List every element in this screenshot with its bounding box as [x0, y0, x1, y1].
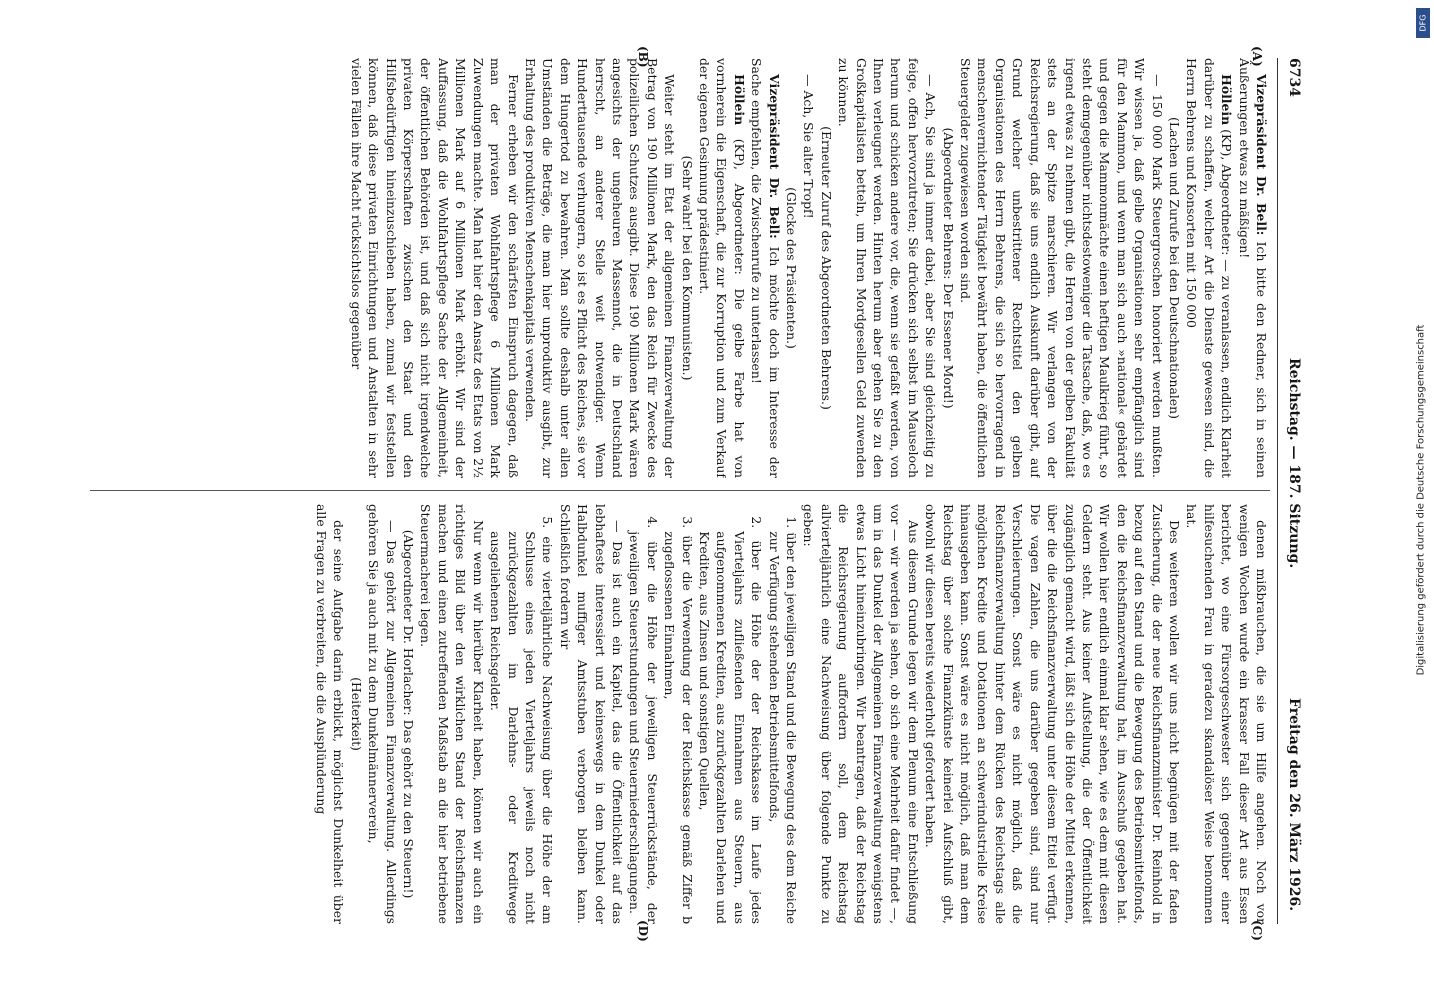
paragraph-text: Ferner erheben wir den schärfsten Einspruch dagegen, daß man der privaten Wohlfahrtspflege 6 Millionen Mark Zuwendungen machte. Man hat hier den Ansatz des Etats von 2½ Millionen Mark auf 6 Millionen Mark erhöht. Wir sind der Auffassung, daß die Wohlfahrtspflege Sache der Allgemeinheit, der öffentlichen Behörden ist, und daß sich nicht irgendwelche privaten Körperschaften zwischen den Staat und den Hilfsbedürftigen hineinzuschieben haben, zumal wir feststellen können, daß diese privaten Einrichtungen und Anstalten in sehr vielen Fällen ihre Macht rücksichtslos gegenüber: [348, 58, 521, 478]
speech-paragraph: [313, 504, 348, 924]
column-divider: [90, 490, 1270, 491]
paragraph-text: Ich möchte doch im Interesse der Sache empfehlen, die Zwischenrufe zu unterlassen!: [749, 58, 782, 478]
paragraph-text: Ich bitte den Redner, sich in seinen Äußerungen etwas zu mäßigen!: [1236, 58, 1269, 478]
paragraph-text: (KP), Abgeordneter: — zu veranlassen, endlich Klarheit darüber zu schaffen, welcher Art die Dienste gewesen sind, die Herrn Behrens und Konsorten mit 150 000: [1184, 58, 1235, 478]
paragraph-text: (Glocke des Präsidenten.): [784, 187, 800, 349]
demand-list-item: [661, 504, 696, 924]
paragraph-text: — Das ist auch ein Kapitel, das die Öffentlichkeit auf das lebhafteste interessiert und keineswegs in dem Dunkel oder Halbdunkel muffiger Amtsstuben verborgen bleiben kann. Schließlich fordern wir: [557, 504, 625, 924]
paragraph-text: (Sehr wahr! bei den Kommunisten.): [679, 155, 695, 381]
dfg-logo: DFG: [1416, 8, 1430, 38]
paragraph-text: 2. über die Höhe der der Reichskasse im Laufe jedes Vierteljahrs zufließenden Einnahmen aus Steuern, aus aufgenommenen Krediten, aus zurückgezahlten Darlehen und Krediten, aus Zinsen und sonstigen Quellen,: [697, 516, 765, 924]
paragraph-text: Aus diesem Grunde legen wir dem Plenum eine Entschließung vor — wir werden ja sehen, ob sich eine Mehrheit dafür findet —, um in das Dunkel der Allgemeinen Finanzverwaltung wenigstens etwas Licht hineinzubringen. Wir beantragen, daß der Reichstag die Reichsregierung auffordern soll, dem Reichstag allvierteljährlich eine Nachweisung über folgende Punkte zu geben:: [801, 504, 921, 924]
session-title: Reichstag. — 187. Sitzung.: [1286, 358, 1302, 569]
paragraph-text: — Ach, Sie alter Tropf!: [801, 74, 817, 219]
paragraph-text: (Erneuter Zuruf des Abgeordneten Behrens.): [818, 126, 834, 410]
speech-paragraph: [748, 58, 783, 478]
left-text-column: [90, 58, 1270, 478]
stage-direction: [939, 58, 956, 478]
paragraph-text: (Lachen und Zurufe bei den Deutschnationalen): [1166, 117, 1182, 419]
speaker-name: Vizepräsident Dr. Bell:: [1254, 74, 1269, 236]
demand-list-item: [696, 504, 766, 924]
paragraph-text: Nur wenn wir hierüber Klarheit haben, können wir auch ein richtiges Bild über den wirklichen Stand der Reichsfinanzen machen und einen zutreffenden Maßstab an die hier betriebene Steuermacherei legen.: [418, 504, 486, 924]
demand-list-item: [487, 504, 557, 924]
margin-mark-b: (B): [636, 46, 650, 68]
speech-paragraph: [835, 58, 939, 478]
speech-paragraph: [800, 504, 922, 924]
demand-list-item: [765, 504, 800, 924]
paragraph-text: — Ach, Sie sind ja immer dabei, aber Sie sind gleichzeitig zu feige, offen hervorzutreten; Sie drücken sich selbst im Mauseloch herum und schicken andere vor, die, wenn sie gefaßt werden, von Ihnen verleugnet werden. Hinten herum aber gehen Sie zu den Großkapitalisten betteln, um Ihren Mordgesellen Geld zuwenden zu können.: [836, 58, 939, 478]
demand-list-item: [626, 504, 661, 924]
stage-direction: [400, 504, 417, 924]
rotated-document-page: [72, 48, 1316, 946]
paragraph-text: (Abgeordneter Behrens: Der Essener Mord!): [940, 127, 956, 409]
paragraph-text: denen mißbrauchen, die sie um Hilfe angehen. Noch vor wenigen Wochen wurde ein krasser Fall dieser Art aus Essen berichtet, wo eine Fürsorgeschwester sich gegenüber einer hilfesuchenden Frau in geradezu skandalöser Weise benommen hat.: [1184, 504, 1269, 924]
speech-paragraph: [1183, 58, 1235, 478]
margin-mark-a: (A): [1250, 46, 1264, 67]
speech-paragraph: [800, 58, 817, 478]
speaker-name: Höllein: [1219, 74, 1235, 126]
stage-direction: [347, 504, 364, 924]
stage-direction: [1166, 58, 1183, 478]
paragraph-text: 5. eine vierteljährliche Nachweisung über die Höhe der am Schlusse eines jeden Vierteljahrs jeweils noch nicht zurückgezahlten im Darlehns- oder Kreditwege ausgeliehenen Reichsgelder.: [488, 516, 556, 924]
speech-paragraph: [957, 58, 1166, 478]
paragraph-text: — Das gehört zur Allgemeinen Finanzverwaltung. Allerdings gehören Sie ja auch mit zu dem Dunkelmännerverein,: [366, 504, 399, 924]
paragraph-text: der seine Aufgabe darin erblickt, möglichst Dunkelheit über alle Fragen zu verbreiten, die die Ausplünderung: [314, 504, 347, 924]
margin-mark-d: (D): [636, 920, 650, 942]
paragraph-text: (Heiterkeit): [348, 677, 364, 751]
paragraph-text: — 150 000 Mark Steuergroschen honoriert werden mußten. Wir wissen ja, daß gelbe Organisationen sehr empfänglich sind für den Mammon, und wenn man sich auch »national« gebärdet und gegen die Mammonmächte einen heftigen Maulkrieg führt, so steht demgegenüber nichtsdestoweniger die Tatsache, daß, wo es irgend etwas zu nehmen gibt, die Herren von der gelben Fakultät stets an der Spitze marschieren. Wir verlangen von der Reichsregierung, daß sie uns endlich Auskunft darüber gibt, auf Grund welcher unbestrittener Rechtstitel den gelben Organisationen des Herrn Behrens, die sich so hervorragend in menschenvernichtender Tätigkeit bewährt haben, die öffentlichen Steuergelder zugewiesen worden sind.: [958, 58, 1165, 478]
speech-paragraph: [1235, 58, 1270, 478]
paragraph-text: Weiter steht im Etat der allgemeinen Finanzverwaltung der Betrag von 190 Millionen Mark, den das Reich für Zwecke des polizeilichen Schutzes ausgibt. Diese 190 Millionen Mark wären angesichts der ungeheuren Massennot, die in Deutschland herrscht, an anderer Stelle weit notwendiger. Wenn Hunderttausende verhungern, so ist es Pflicht des Reiches, sie vor dem Hungertod zu bewahren. Man sollte deshalb unter allen Umständen die Beträge, die man hier unproduktiv ausgibt, zur Erhaltung des produktiven Menschenkapitals verwenden.: [522, 58, 678, 478]
stage-direction: [678, 58, 695, 478]
stage-direction: [783, 58, 800, 478]
speech-paragraph: [522, 58, 679, 478]
speech-paragraph: [1183, 504, 1270, 924]
speech-paragraph: [417, 504, 487, 924]
speaker-name: Höllein: [731, 74, 747, 126]
paragraph-text: 1. über den jeweiligen Stand und die Bewegung des dem Reiche zur Verfügung stehenden Betriebsmittelfonds,: [766, 516, 800, 924]
stage-direction: [817, 58, 834, 478]
speech-paragraph: [696, 58, 748, 478]
right-text-column: [90, 504, 1270, 924]
speech-paragraph: [347, 58, 521, 478]
page-number: 6734: [1286, 58, 1302, 97]
speech-paragraph: [922, 504, 1183, 924]
header-rule: [1277, 58, 1278, 924]
digitization-note: Digitalisierung gefördert durch die Deutsche Forschungsgemeinschaft: [1415, 324, 1427, 676]
paragraph-text: (Abgeordneter Dr. Horlacher: Das gehört zu den Steuern!): [401, 529, 417, 899]
page-header: [1280, 58, 1302, 924]
speaker-name: Vizepräsident Dr. Bell:: [766, 74, 782, 239]
paragraph-text: (KP), Abgeordneter: Die gelbe Farbe hat von vornherein die Eigenschaft, die zur Korruption und zum Verkauf der eigenen Gesinnung prädestiniert.: [697, 58, 747, 478]
speech-paragraph: [556, 504, 626, 924]
margin-mark-c: (C): [1250, 920, 1264, 941]
speech-paragraph: [365, 504, 400, 924]
paragraph-text: 4. über die Höhe der jeweiligen Steuerrückstände, der jeweiligen Steuerstundungen und Steuerniederschlagungen.: [627, 516, 660, 924]
session-date: Freitag den 26. März 1926.: [1286, 698, 1302, 912]
paragraph-text: Des weiteren wollen wir uns nicht begnügen mit der faden Zusicherung, die der neue Reichsfinanzminister Dr. Reinhold in bezug auf den Stand und die Bewegung des Betriebsmittelfonds, den die Reichsfinanzverwaltung hat, im Ausschuß gegeben hat. Wir wollen hier endlich einmal klar sehen, wie es dem mit diesen Geldern steht. Aus keiner Aufstellung, die der Öffentlichkeit zugänglich gemacht wird, läßt sich die Höhe der Mittel erkennen, über die die Reichsfinanzverwaltung unter diesem Etitel verfügt. Die vagen Zahlen, die uns darüber gegeben sind, sind nur Verschleierungen. Sonst wäre es nicht möglich, daß die Reichsfinanzverwaltung hinter dem Rücken des Reichstags alle möglichen Kredite und Dotationen an schwerindustrielle Kreise hinausgeben kann. Sonst wäre es nicht möglich, daß man dem Reichstag über solche Finanzkünste keinerlei Aufschluß gibt, obwohl wir diesen bereits wiederholt gefordert haben.: [923, 504, 1182, 924]
paragraph-text: 3. über die Verwendung der der Reichskasse gemäß Ziffer b zugeflossenen Einnahmen,: [662, 516, 695, 924]
